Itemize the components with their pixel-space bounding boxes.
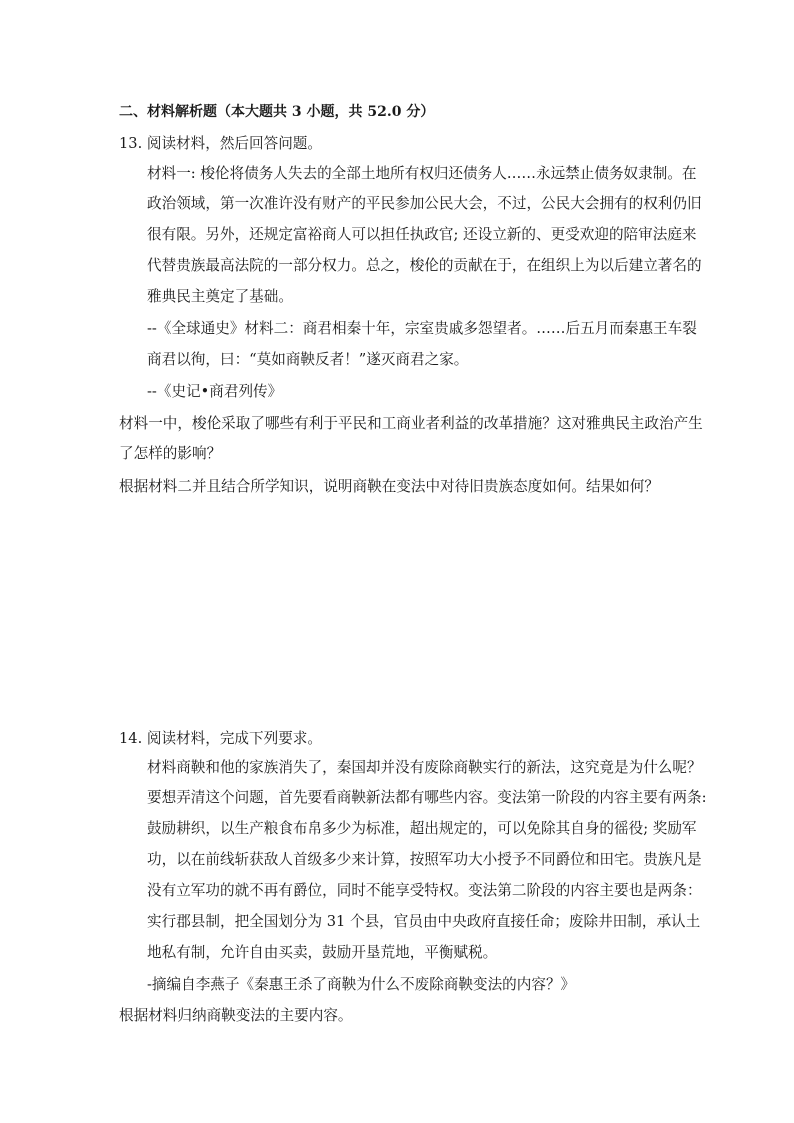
- material-line: 很有限。另外，还规定富裕商人可以担任执政官; 还设立新的、更受欢迎的陪审法庭来: [147, 226, 697, 243]
- question-line: 了怎样的影响？: [119, 445, 222, 462]
- question-line: 根据材料归纳商鞅变法的主要内容。: [119, 1007, 353, 1024]
- question-13-title: 13. 阅读材料，然后回答问题。: [119, 135, 322, 152]
- material-line: 材料一: 梭伦将债务人失去的全部土地所有权归还债务人……永远禁止债务奴隶制。在: [147, 165, 697, 182]
- material-line: 材料商鞅和他的家族消失了，秦国却并没有废除商鞅实行的新法，这究竟是为什么呢？: [147, 759, 702, 776]
- material-line: 没有立军功的就不再有爵位，同时不能享受特权。变法第二阶段的内容主要也是两条：: [147, 882, 702, 899]
- question-14-title: 14. 阅读材料，完成下列要求。: [119, 730, 322, 747]
- material-line: --《全球通史》材料二：商君相秦十年，宗室贵戚多怨望者。……后五月而秦惠王车裂: [147, 320, 697, 337]
- source-citation: -摘编自李燕子《秦惠王杀了商鞅为什么不废除商鞅变法的内容？》: [147, 976, 576, 993]
- material-line: 代替贵族最高法院的一部分权力。总之，梭伦的贡献在于，在组织上为以后建立著名的: [147, 257, 702, 274]
- question-line: 根据材料二并且结合所学知识，说明商鞅在变法中对待旧贵族态度如何。结果如何？: [119, 478, 659, 495]
- material-line: 地私有制，允许自由买卖，鼓励开垦荒地，平衡赋税。: [147, 944, 498, 961]
- source-citation: --《史记•商君列传》: [147, 383, 283, 400]
- material-line: 鼓励耕织，以生产粮食布帛多少为标准，超出规定的，可以免除其自身的徭役; 奖励军: [147, 820, 697, 837]
- material-line: 实行郡县制，把全国划分为 31 个县，官员由中央政府直接任命；废除井田制，承认土: [147, 913, 701, 930]
- question-line: 材料一中，梭伦采取了哪些有利于平民和工商业者利益的改革措施？这对雅典民主政治产生: [119, 415, 703, 432]
- material-line: 要想弄清这个问题，首先要看商鞅新法都有哪些内容。变法第一阶段的内容主要有两条:: [147, 789, 707, 806]
- material-line: 雅典民主奠定了基础。: [147, 288, 293, 305]
- material-line: 功，以在前线斩获敌人首级多少来计算，按照军功大小授予不同爵位和田宅。贵族凡是: [147, 851, 702, 868]
- material-line: 商君以徇，曰：“莫如商鞅反者！”遂灭商君之家。: [147, 351, 469, 368]
- section-heading: 二、材料解析题（本大题共 3 小题，共 52.0 分）: [119, 104, 435, 120]
- material-line: 政治领域，第一次准许没有财产的平民参加公民大会，不过，公民大会拥有的权利仍旧: [147, 195, 702, 212]
